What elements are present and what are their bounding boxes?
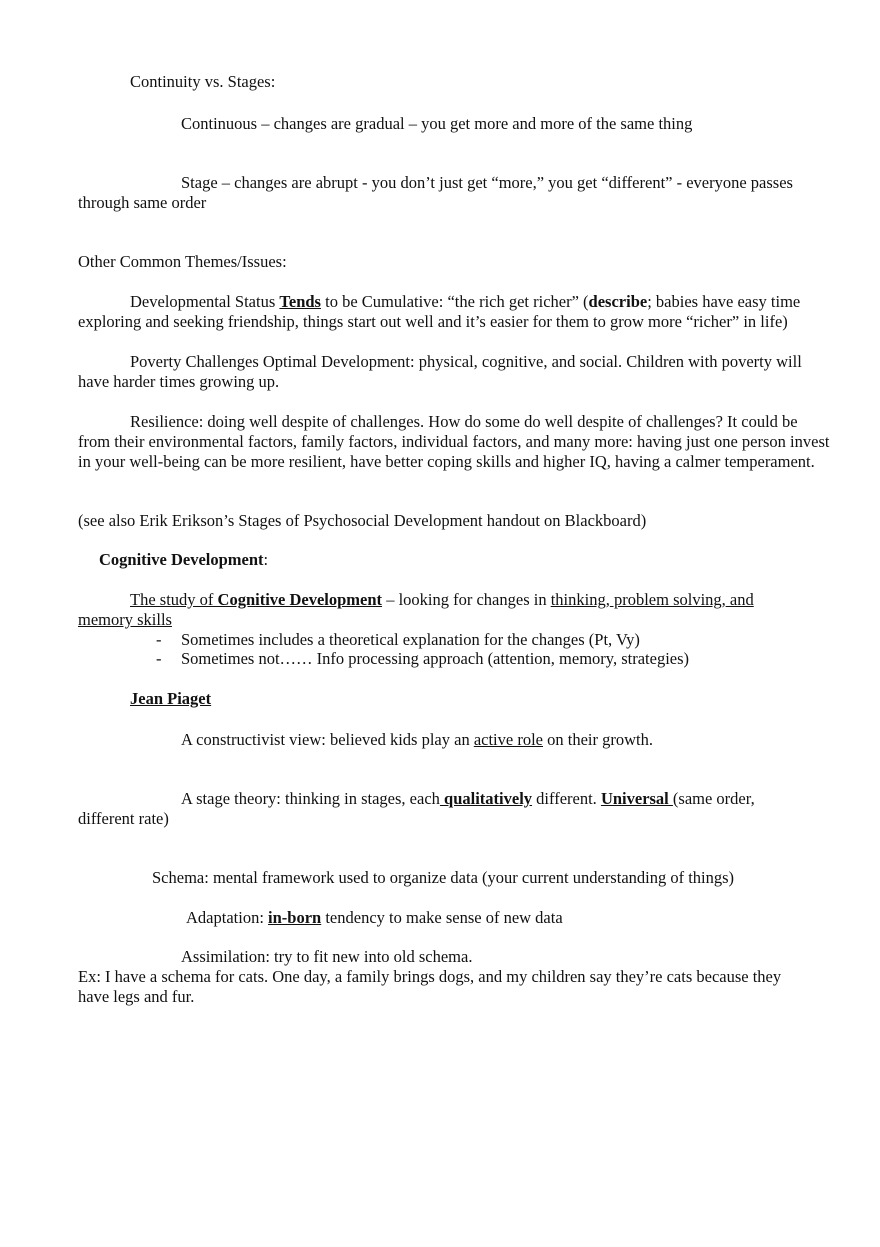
study-pre: The study of: [130, 590, 218, 609]
study-definition-line-1: [130, 590, 830, 610]
constructivist-pre: A constructivist view: believed kids play an: [181, 730, 474, 749]
assimilation-definition: Assimilation: try to fit new into old schema.: [181, 947, 473, 966]
adaptation-definition: [186, 908, 836, 928]
dev-status-describe: describe: [588, 292, 648, 311]
dev-status-mid: to be Cumulative: “the rich get richer” (: [320, 292, 589, 311]
stage-theory-line-1: [181, 789, 831, 809]
dev-status-pre: Developmental Status: [130, 292, 280, 311]
study-thinking: thinking,: [550, 590, 610, 609]
cognitive-development-heading: [99, 550, 851, 570]
adaptation-in-born: in-born: [268, 908, 322, 927]
continuous-definition: Continuous – changes are gradual – you get more and more of the same thing: [181, 114, 693, 133]
stage-theory-line-2: different rate): [78, 809, 169, 828]
example-line-2: have legs and fur.: [78, 987, 195, 1006]
bullet-item-2: Sometimes not…… Info processing approach (attention, memory, strategies): [181, 649, 690, 668]
continuity-heading: Continuity vs. Stages:: [130, 72, 276, 91]
study-mid: – looking for changes in: [382, 590, 551, 609]
bullet-item-1: Sometimes includes a theoretical explanation for the changes (Pt, Vy): [181, 630, 640, 649]
adaptation-post: tendency to make sense of new data: [321, 908, 563, 927]
adaptation-pre: Adaptation:: [186, 908, 269, 927]
dev-status-post: ; babies have easy time exploring and seeking friendship, things start out well and it’s easier for them to grow more “richer” in life): [78, 292, 801, 331]
stage-theory-post: (same order,: [672, 789, 755, 808]
stage-theory-universal: Universal: [600, 789, 673, 808]
bullet-marker-1: -: [156, 630, 162, 649]
dev-status-tends: Tends: [279, 292, 321, 311]
jean-piaget-heading: Jean Piaget: [130, 689, 212, 708]
bullet-marker-2: -: [156, 649, 162, 668]
poverty-paragraph: Poverty Challenges Optimal Development: physical, cognitive, and social. Children with poverty will have harder times growing up.: [78, 352, 802, 391]
schema-definition: Schema: mental framework used to organize data (your current understanding of things): [152, 868, 735, 887]
study-problem-solving: problem solving,: [609, 590, 726, 609]
constructivist-view: [181, 730, 831, 750]
constructivist-active-role: active role: [473, 730, 543, 749]
study-and: and: [725, 590, 754, 609]
erikson-note: (see also Erik Erikson’s Stages of Psychosocial Development handout on Blackboard): [78, 511, 647, 530]
cognitive-heading-text: Cognitive Development: [99, 550, 264, 569]
stage-theory-pre: A stage theory: thinking in stages, each: [181, 789, 440, 808]
other-themes-heading: Other Common Themes/Issues:: [78, 252, 287, 271]
constructivist-post: on their growth.: [543, 730, 653, 749]
example-line-1: Ex: I have a schema for cats. One day, a family brings dogs, and my children say they’re cats because they: [78, 967, 782, 986]
stage-theory-qualitatively: qualitatively: [439, 789, 533, 808]
cognitive-heading-colon: :: [263, 550, 269, 569]
stage-theory-mid: different.: [532, 789, 601, 808]
study-definition-line-2: memory skills: [78, 610, 172, 629]
developmental-status-paragraph: [78, 292, 830, 332]
stage-definition-line-1: Stage – changes are abrupt - you don’t just get “more,” you get “different” - everyone passes: [181, 173, 793, 192]
study-bold: Cognitive Development: [217, 590, 383, 609]
stage-definition-line-2: through same order: [78, 193, 207, 212]
resilience-paragraph: Resilience: doing well despite of challenges. How do some do well despite of challenges? It could be from their environmental factors, family factors, individual factors, and many more: having just one person invest in your well-being can be more resilient, have better coping skills and higher IQ, having a calmer temperament.: [78, 412, 830, 471]
